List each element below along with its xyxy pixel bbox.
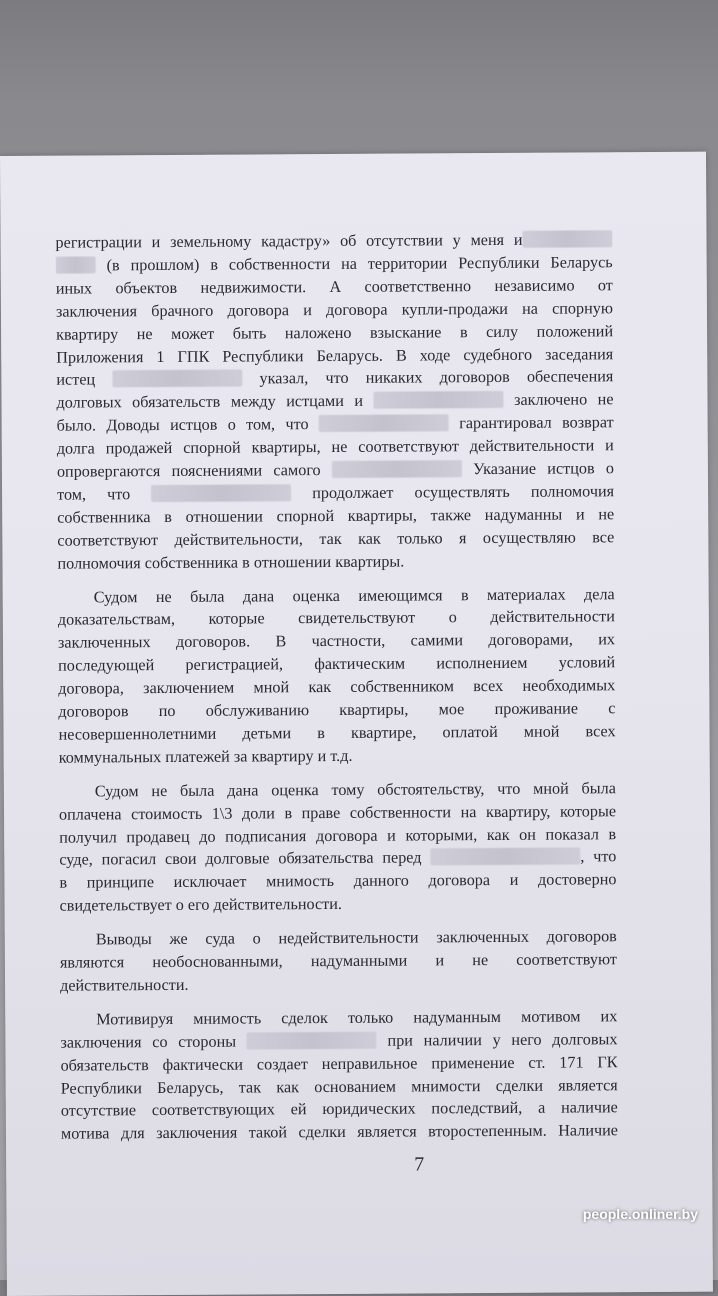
- text-line: [60, 970, 617, 997]
- text-segment: было. Доводы истцов о том, что: [56, 415, 319, 435]
- redacted-name: [332, 460, 462, 478]
- document-page: [0, 152, 713, 1296]
- text-segment: долговых обязательств между истцами и: [56, 392, 374, 412]
- text-segment: опровергаются пояснениями самого: [56, 460, 332, 481]
- text-segment: заключено не: [503, 390, 614, 410]
- text-segment: , что: [580, 847, 617, 866]
- text-segment: при наличии у него долговых: [376, 1029, 618, 1050]
- text-segment: гарантировал возврат: [448, 413, 614, 433]
- watermark-text: people.onliner.by: [582, 1206, 698, 1222]
- text-segment: соответствуют действительности, так как только я осуществляю все: [57, 527, 615, 550]
- text-segment: действительности.: [60, 975, 189, 995]
- text-segment: продолжает осуществлять полномочия: [291, 482, 615, 503]
- text-segment: отсутствие соответствующих ей юридических последствий, а наличие: [60, 1098, 618, 1121]
- text-segment: долга продажей спорной квартиры, не соответствуют действительности и: [56, 436, 614, 458]
- redacted-name: [247, 1031, 377, 1049]
- text-line: [60, 890, 617, 917]
- text-line: [57, 548, 614, 575]
- text-segment: получил продавец до подписания договора и которыми, как он показал в: [59, 824, 617, 847]
- text-segment: указал, что никаких договоров обеспечения: [242, 367, 614, 388]
- text-segment: последующей регистрацией, фактическим исполнением условий: [58, 653, 616, 675]
- text-segment: суде, погасил свои долговые обязательства перед: [59, 848, 431, 870]
- text-segment: в принципе исключает мнимость данного договора и достоверно: [59, 870, 617, 892]
- text-segment: квартиру не может быть наложено взыскание в силу положений: [56, 321, 614, 344]
- text-segment: Судом не была дана оценка имеющимся в материалах дела: [93, 584, 615, 606]
- text-segment: собственника в отношении спорной квартиры, также надуманны и не: [57, 505, 615, 527]
- page-number: 7: [414, 1153, 425, 1176]
- text-segment: том, что: [57, 484, 152, 504]
- text-segment: Республики Беларусь, так как основанием мнимости сделки является: [60, 1075, 618, 1098]
- text-segment: заключения со стороны: [60, 1032, 247, 1052]
- text-segment: несовершеннолетними детьми в квартире, оплатой мной всех: [58, 722, 616, 744]
- redacted-name: [151, 484, 291, 502]
- text-segment: Указание истцов о: [461, 459, 614, 479]
- text-segment: регистрации и земельному кадастру» об отсутствии у меня и: [55, 230, 523, 252]
- text-segment: договора, заключением мной как собственником всех необходимых: [58, 676, 616, 698]
- redacted-name: [374, 391, 504, 409]
- text-segment: договоров по обслуживанию квартиры, мое проживание с: [58, 699, 616, 721]
- text-segment: иных объектов недвижимости. А соответственно независимо от: [55, 276, 613, 298]
- text-segment: являются необоснованными, надуманными и не соответствуют: [59, 950, 617, 972]
- document-body: [0, 152, 706, 1143]
- text-segment: оплачена стоимость 1\3 доли в праве собственности на квартиру, которые: [58, 801, 617, 824]
- text-segment: мотива для заключения такой сделки является второстепенным. Наличие: [60, 1121, 619, 1143]
- redacted-name: [56, 256, 96, 273]
- text-segment: Мотивируя мнимость сделок только надуманным мотивом их: [96, 1007, 618, 1029]
- text-segment: доказательствам, которые свидетельствуют о действительности: [57, 607, 615, 630]
- text-line: [59, 742, 616, 769]
- redacted-name: [319, 414, 449, 432]
- text-segment: (в прошлом) в собственности на территории Республики Беларусь: [95, 253, 613, 275]
- redacted-name: [430, 848, 580, 866]
- text-segment: обязательств фактически создает неправильное применение ст. 171 ГК: [60, 1052, 618, 1075]
- text-segment: истец: [56, 370, 113, 390]
- text-segment: заключения брачного договора и договора купли-продажи на спорную: [55, 298, 613, 321]
- text-line: [61, 1119, 618, 1146]
- redacted-name: [112, 370, 242, 388]
- text-segment: полномочия собственника в отношении квартиры.: [57, 552, 405, 573]
- text-segment: свидетельствует о его действительности.: [59, 895, 343, 915]
- redacted-name: [522, 230, 612, 248]
- text-segment: Судом не была дана оценка тому обстоятельству, что мной была: [94, 778, 616, 801]
- text-segment: заключенных договоров. В частности, самими договорами, их: [57, 630, 616, 652]
- text-segment: коммунальных платежей за квартиру и т.д.: [58, 746, 353, 767]
- text-segment: Приложения 1 ГПК Республики Беларусь. В ходе судебного заседания: [56, 344, 614, 367]
- text-segment: Выводы же суда о недействительности заключенных договоров: [95, 927, 617, 949]
